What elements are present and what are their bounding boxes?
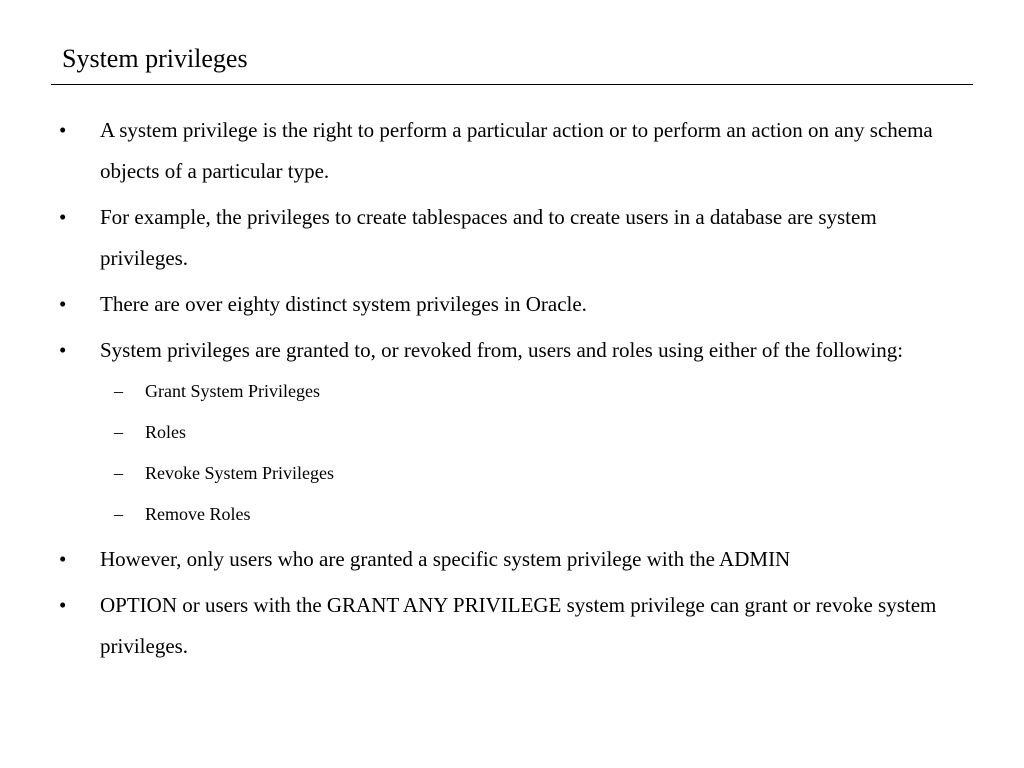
dash-marker: – bbox=[114, 422, 123, 442]
bullet-text: A system privilege is the right to perform a particular action or to perform an action on any schema objects of a particular type. bbox=[100, 118, 933, 183]
bullet-marker: • bbox=[59, 593, 67, 617]
bullet-text: For example, the privileges to create tablespaces and to create users in a database are system privileges. bbox=[100, 205, 877, 270]
bullet-marker: • bbox=[59, 338, 67, 362]
bullet-item bbox=[0, 110, 1024, 192]
sub-bullet-text: Remove Roles bbox=[145, 504, 251, 524]
sub-bullet-text: Revoke System Privileges bbox=[145, 463, 334, 483]
sub-bullet-item bbox=[0, 453, 1024, 494]
bullet-item bbox=[0, 539, 1024, 580]
dash-marker: – bbox=[114, 463, 123, 483]
bullet-marker: • bbox=[59, 547, 67, 571]
bullet-text: There are over eighty distinct system privileges in Oracle. bbox=[100, 292, 587, 316]
sub-bullet-text: Roles bbox=[145, 422, 187, 442]
bullet-item bbox=[0, 284, 1024, 325]
bullet-list bbox=[0, 110, 1024, 672]
dash-marker: – bbox=[114, 381, 123, 401]
bullet-item bbox=[0, 585, 1024, 667]
slide-title: System privileges bbox=[62, 44, 248, 73]
title-divider bbox=[51, 84, 973, 85]
bullet-text: System privileges are granted to, or revoked from, users and roles using either of the following: bbox=[100, 338, 904, 362]
sub-bullet-item bbox=[0, 494, 1024, 535]
bullet-item bbox=[0, 197, 1024, 279]
dash-marker: – bbox=[114, 504, 123, 524]
bullet-text: OPTION or users with the GRANT ANY PRIVILEGE system privilege can grant or revoke system privileges. bbox=[100, 593, 937, 658]
sub-bullet-item bbox=[0, 371, 1024, 412]
sub-bullet-list bbox=[0, 371, 1024, 535]
bullet-marker: • bbox=[59, 205, 67, 229]
sub-bullet-item bbox=[0, 412, 1024, 453]
sub-bullet-group bbox=[0, 371, 1024, 535]
bullet-marker: • bbox=[59, 292, 67, 316]
sub-bullet-text: Grant System Privileges bbox=[145, 381, 320, 401]
bullet-marker: • bbox=[59, 118, 67, 142]
bullet-text: However, only users who are granted a specific system privilege with the ADMIN bbox=[100, 547, 791, 571]
bullet-item bbox=[0, 330, 1024, 371]
